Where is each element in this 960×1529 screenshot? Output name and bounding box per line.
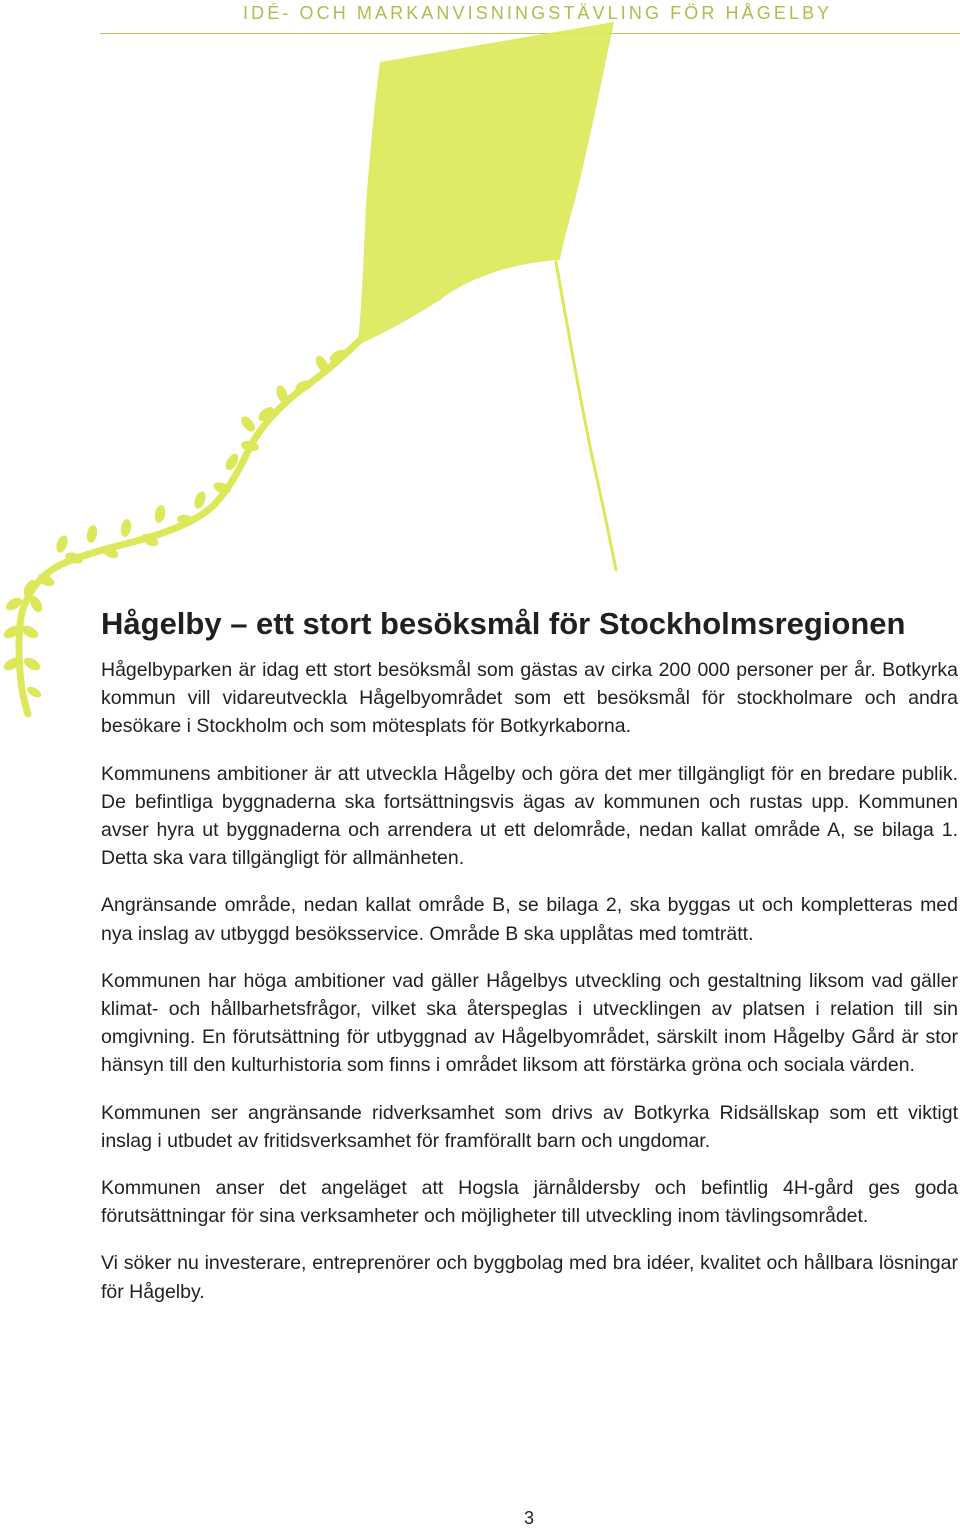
page-title: Hågelby – ett stort besöksmål för Stockholmsregionen: [101, 606, 906, 641]
paragraph-hogsla: Kommunen anser det angeläget att Hogsla järnåldersby och befintlig 4H-gård ges goda förutsättningar för sina verksamheter och möjligheter till utveckling inom tävlingsområdet.: [101, 1177, 958, 1228]
paragraph-intro: Hågelbyparken är idag ett stort besöksmål som gästas av cirka 200 000 personer per år. Botkyrka kommun vill vidareutveckla Hågelbyområdet som ett besöksmål för stockholmare och andra besökare i Stockholm och som mötesplats för Botkyrkaborna.: [101, 659, 958, 738]
page-number: 3: [523, 1508, 534, 1528]
running-header: IDÉ- OCH MARKANVISNINGSTÄVLING FÖR HÅGELBY: [243, 3, 833, 23]
article: [101, 604, 958, 1325]
kite-sail: [358, 22, 614, 345]
paragraph-ambitions: Kommunens ambitioner är att utveckla Hågelby och göra det mer tillgängligt för en bredare publik. De befintliga byggnaderna ska fortsättningsvis ägas av kommunen och rustas upp. Kommunen avser hyra ut byggnaderna och arrendera ut ett delområde, nedan kallat område A, se bilaga 1. Detta ska vara tillgängligt för allmänheten.: [101, 762, 958, 870]
paragraph-sustainability: Kommunen har höga ambitioner vad gäller Hågelbys utveckling och gestaltning liksom vad gäller klimat- och hållbarhetsfrågor, vilket ska återspeglas i utvecklingen av platsen i relation till sin omgivning. En förutsättning för utbyggnad av Hågelbyområdet, särskilt inom Hågelby Gård är stor hänsyn till den kulturhistoria som finns i området liksom att förstärka gröna och sociala värden.: [101, 969, 958, 1077]
paragraph-call-to-action: Vi söker nu investerare, entreprenörer och byggbolag med bra idéer, kvalitet och hållbara lösningar för Hågelby.: [101, 1252, 958, 1303]
paragraph-area-b: Angränsande område, nedan kallat område B, se bilaga 2, ska byggas ut och kompletteras med nya inslag av utbyggd besöksservice. Område B ska upplåtas med tomträtt.: [101, 894, 958, 945]
kite-string: [556, 262, 616, 570]
paragraph-riding: Kommunen ser angränsande ridverksamhet som drivs av Botkyrka Ridsällskap som ett viktigt inslag i utbudet av fritidsverksamhet för framförallt barn och ungdomar.: [101, 1101, 958, 1152]
